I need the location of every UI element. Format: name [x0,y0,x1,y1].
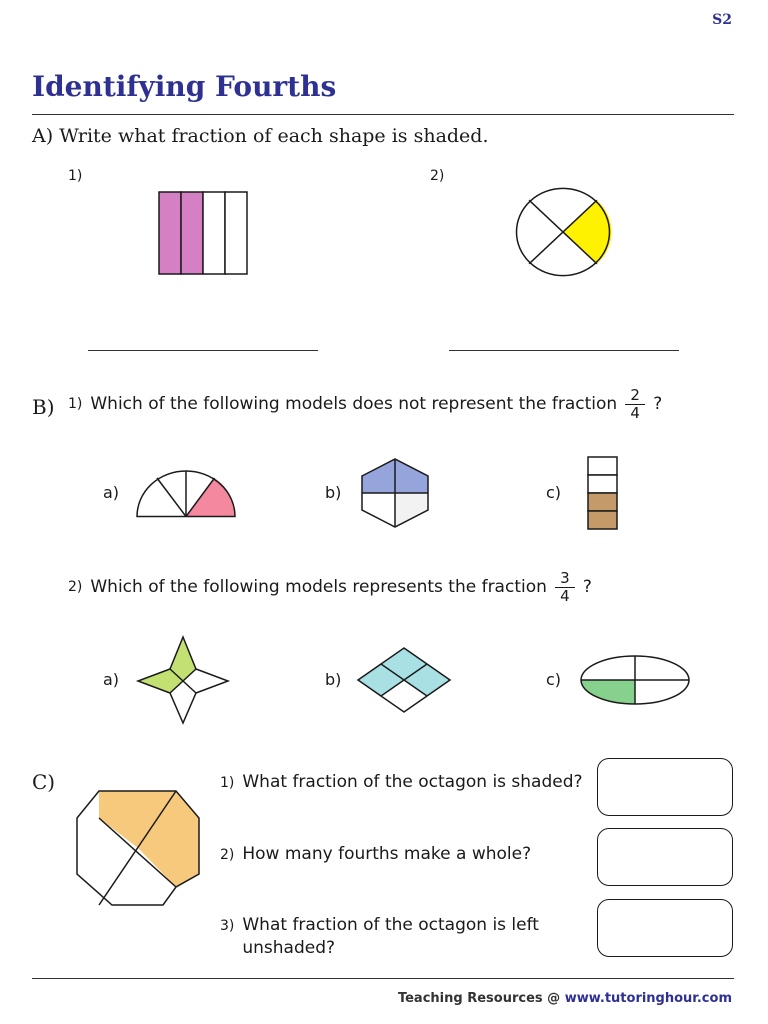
a1-part-3 [203,192,225,274]
b2-number: 2) [68,579,83,595]
b1-option-c-label[interactable]: c) [546,483,562,502]
footer-url[interactable]: www.tutoringhour.com [564,991,732,1006]
b2-option-c-ellipse[interactable] [580,655,690,705]
c3-question [220,914,539,960]
b2-fraction [555,570,575,605]
b1-option-b-label[interactable]: b) [325,483,342,502]
c2-answer-box[interactable] [597,828,733,886]
b1-denominator: 4 [630,403,640,422]
b2-option-b-label[interactable]: b) [325,670,342,689]
b1-text: Which of the following models does not represent the fraction [90,394,618,414]
c2-number: 2) [220,847,235,863]
section-a-instruction [32,125,489,147]
b1c-shaded-part-2 [588,511,617,529]
a1-number: 1) [68,168,83,184]
c2-question [220,844,531,864]
b2-option-a-label[interactable]: a) [103,670,120,689]
c3-text-line-1: What fraction of the octagon is left [242,915,539,935]
a2-circle-model [515,187,611,277]
footer-prefix: Teaching Resources @ [397,991,565,1006]
b1-question [68,381,662,427]
b2-text: Which of the following models represents the fraction [90,577,547,597]
c3-text-line-2: unshaded? [242,938,336,958]
b2-question-mark: ? [582,577,592,597]
b1-question-mark: ? [653,394,663,414]
section-a-label: A) [32,125,54,147]
c1-question [220,772,583,792]
title-divider [32,114,734,115]
b2-option-a-star[interactable] [137,636,229,724]
c1-answer-box[interactable] [597,758,733,816]
b1-option-c-bar[interactable] [587,456,618,530]
c1-text: What fraction of the octagon is shaded? [242,772,583,792]
sheet-code: S2 [712,12,732,28]
a1-answer-line[interactable] [88,350,318,351]
c3-answer-box[interactable] [597,899,733,957]
worksheet-title: Identifying Fourths [32,70,337,103]
a1-part-2 [181,192,203,274]
b1-option-a-semicircle[interactable] [137,470,237,518]
a1-rectangle-model [158,191,248,275]
b2-numerator: 3 [560,568,570,587]
b2-denominator: 4 [560,586,570,605]
c-octagon-model [75,789,201,907]
b1-option-b-hexagon[interactable] [361,458,429,528]
b2-question [68,564,592,610]
a1-part-4 [225,192,247,274]
c2-text: How many fourths make a whole? [242,844,532,864]
b1-fraction [625,387,645,422]
b2-option-c-label[interactable]: c) [546,670,562,689]
a2-number: 2) [430,168,445,184]
b1-number: 1) [68,396,83,412]
a2-answer-line[interactable] [449,350,679,351]
b1-option-a-label[interactable]: a) [103,483,120,502]
c3-number: 3) [220,918,235,934]
section-a-text: Write what fraction of each shape is shaded. [59,125,489,147]
b1c-shaded-part-1 [588,493,617,511]
b2-option-b-rhombus[interactable] [357,647,451,713]
c3-text [242,914,539,960]
section-c-label: C) [32,770,56,794]
footer-divider [32,978,734,979]
a1-part-1 [159,192,181,274]
footer-credit [398,991,732,1006]
b1-numerator: 2 [630,385,640,404]
c1-number: 1) [220,775,235,791]
section-b-label: B) [32,395,55,419]
